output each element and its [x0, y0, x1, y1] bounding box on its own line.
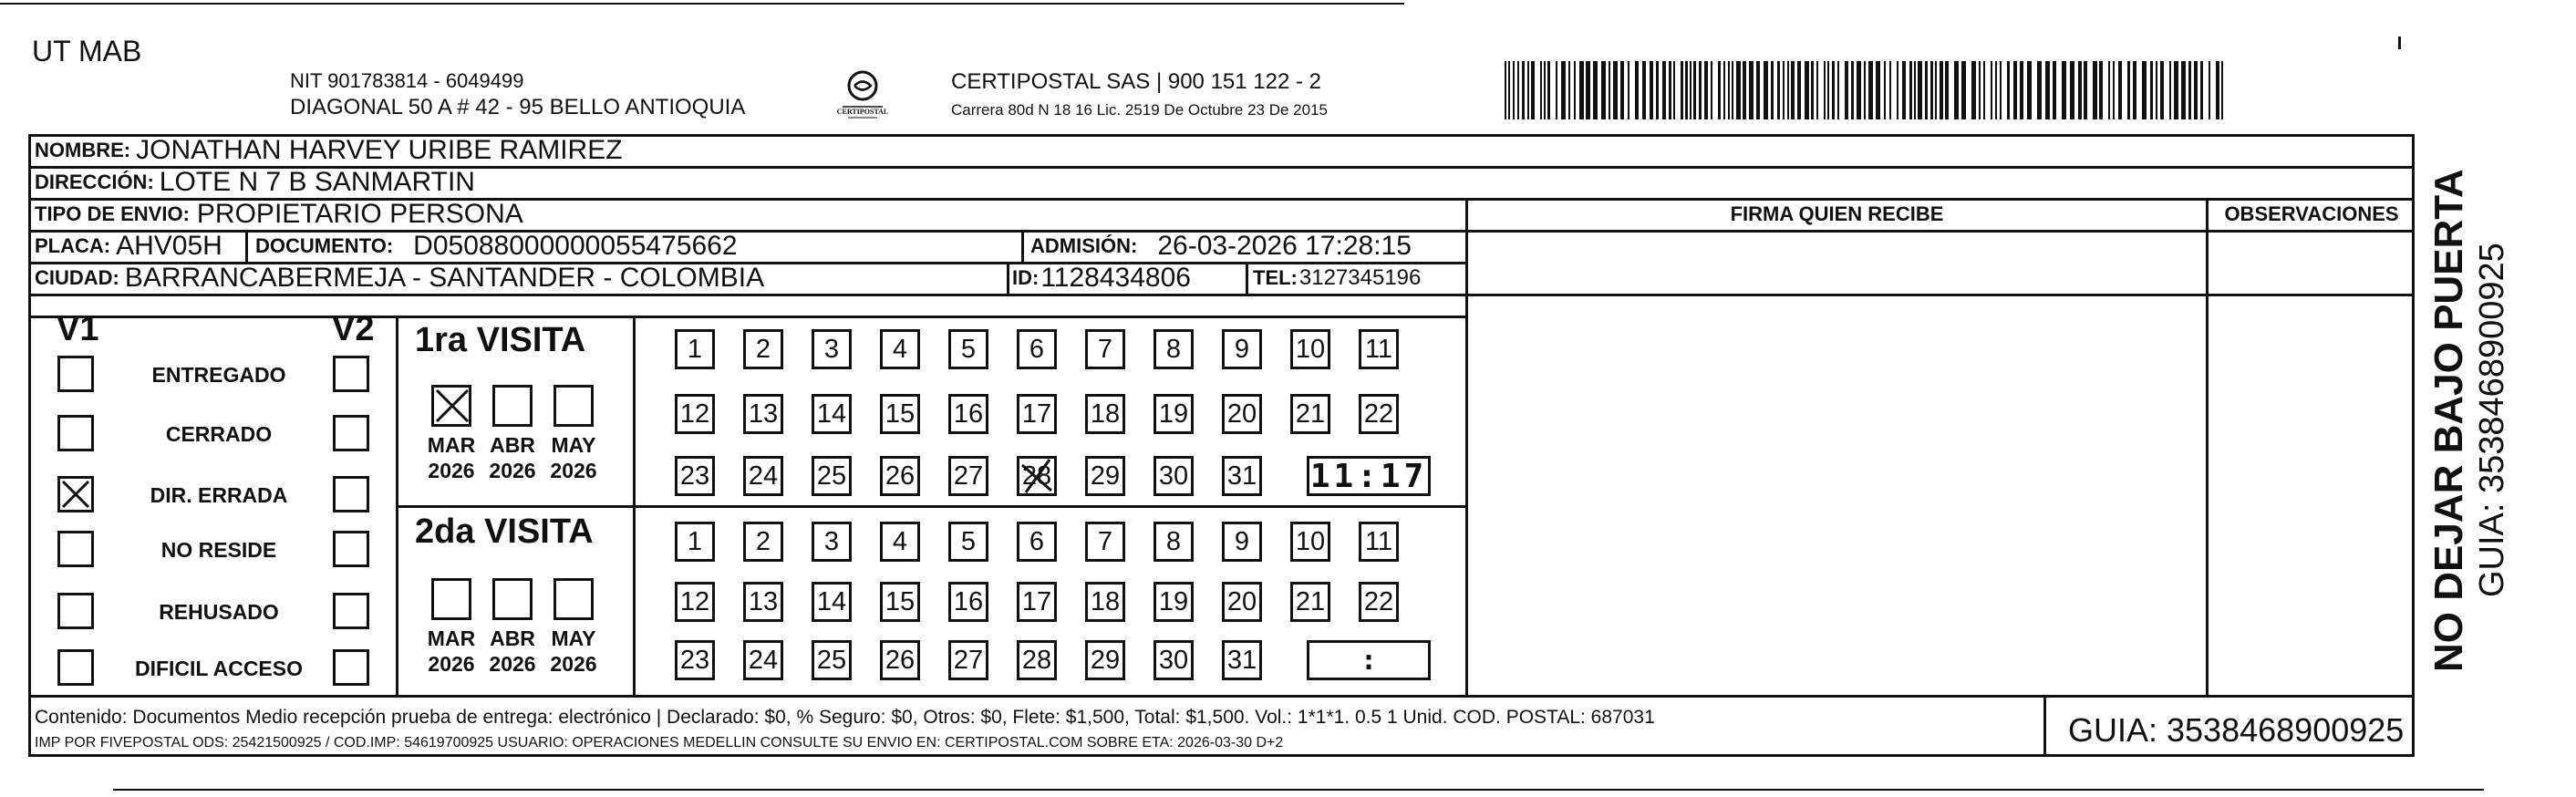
v2-checkbox[interactable] — [333, 531, 369, 567]
day-15-box[interactable] — [880, 582, 920, 622]
month-year: 2026 — [428, 459, 475, 482]
day-number: 12 — [679, 586, 710, 616]
recipient-address: LOTE N 7 B SANMARTIN — [159, 167, 475, 197]
day-number: 26 — [885, 645, 916, 675]
day-number: 18 — [1090, 398, 1121, 429]
document-label: DOCUMENTO: — [255, 234, 394, 257]
day-6-box[interactable] — [1017, 522, 1057, 562]
day-number: 11 — [1364, 526, 1393, 556]
document-number: D05088000000055475662 — [413, 231, 738, 261]
v2-label: V2 — [332, 310, 375, 348]
day-1-box[interactable] — [675, 522, 715, 562]
admission-cell — [1030, 231, 1412, 262]
recipient-name: JONATHAN HARVEY URIBE RAMIREZ — [136, 135, 623, 165]
month-name: MAY — [551, 433, 596, 457]
day-11-box[interactable] — [1359, 522, 1399, 562]
month-label — [542, 432, 605, 483]
day-14-box[interactable] — [812, 394, 852, 434]
day-number: 17 — [1021, 586, 1052, 616]
name-row — [35, 135, 623, 166]
day-number: 27 — [953, 645, 984, 675]
day-number: 24 — [748, 645, 779, 675]
v1-label: V1 — [57, 310, 99, 348]
month-label — [481, 626, 544, 677]
day-26-box[interactable] — [880, 640, 920, 680]
day-number: 27 — [953, 461, 984, 491]
day-3-box[interactable] — [812, 329, 852, 369]
day-15-box[interactable] — [880, 394, 920, 434]
day-number: 23 — [679, 461, 710, 491]
day-12-box[interactable] — [675, 582, 715, 622]
side-guia: GUIA: 3538468900925 — [2473, 243, 2511, 597]
v2-checkbox[interactable] — [333, 415, 369, 451]
day-number: 1 — [687, 334, 703, 364]
city-label: CIUDAD: — [35, 266, 119, 289]
shipping-type-label: TIPO DE ENVIO: — [35, 202, 190, 225]
day-23-box[interactable] — [675, 640, 715, 680]
day-25-box[interactable] — [812, 456, 852, 496]
day-number: 20 — [1226, 586, 1257, 616]
month-checkbox[interactable] — [553, 385, 594, 427]
day-4-box[interactable] — [880, 522, 920, 562]
day-number: 3 — [823, 526, 840, 556]
day-number: 13 — [748, 586, 779, 616]
day-5-box[interactable] — [948, 329, 988, 369]
visit-time: : — [1360, 644, 1378, 677]
day-number: 3 — [823, 334, 840, 364]
shipping-type: PROPIETARIO PERSONA — [196, 199, 523, 229]
day-number: 28 — [1021, 461, 1052, 491]
v1-checkbox[interactable] — [57, 531, 94, 567]
day-number: 21 — [1295, 586, 1326, 616]
day-number: 2 — [755, 334, 771, 364]
day-5-box[interactable] — [948, 522, 988, 562]
day-22-box[interactable] — [1359, 582, 1399, 622]
month-year: 2026 — [550, 652, 597, 676]
tel-label: TEL: — [1253, 266, 1298, 289]
day-number: 5 — [960, 526, 977, 556]
day-number: 23 — [679, 645, 710, 675]
v1-checkbox[interactable] — [57, 476, 94, 512]
day-30-box[interactable] — [1154, 456, 1194, 496]
day-28-box[interactable] — [1017, 640, 1057, 680]
day-number: 29 — [1090, 645, 1121, 675]
time-box[interactable] — [1307, 456, 1431, 496]
day-18-box[interactable] — [1085, 394, 1125, 434]
month-label — [419, 432, 483, 483]
admission-datetime: 26-03-2026 17:28:15 — [1157, 231, 1412, 261]
courier-name: CERTIPOSTAL SAS | 900 151 122 - 2 — [951, 69, 1321, 94]
day-1-box[interactable] — [675, 329, 715, 369]
status-label: CERRADO — [165, 422, 273, 446]
day-24-box[interactable] — [743, 640, 783, 680]
day-number: 8 — [1165, 526, 1182, 556]
day-13-box[interactable] — [743, 582, 783, 622]
day-9-box[interactable] — [1222, 329, 1262, 369]
day-number: 4 — [892, 526, 908, 556]
day-number: 30 — [1158, 645, 1189, 675]
day-12-box[interactable] — [675, 394, 715, 434]
day-29-box[interactable] — [1085, 456, 1125, 496]
day-23-box[interactable] — [675, 456, 715, 496]
bottom-rule — [113, 789, 2484, 791]
day-18-box[interactable] — [1085, 582, 1125, 622]
day-number: 25 — [816, 645, 847, 675]
day-22-box[interactable] — [1359, 394, 1399, 434]
visit-time: 11:17 — [1309, 457, 1428, 495]
day-number: 15 — [885, 586, 916, 616]
day-number: 1 — [687, 526, 703, 556]
city-cell — [35, 263, 764, 294]
day-number: 25 — [816, 461, 847, 491]
day-10-box[interactable] — [1290, 329, 1330, 369]
day-number: 20 — [1226, 398, 1257, 429]
city: BARRANCABERMEJA - SANTANDER - COLOMBIA — [124, 263, 765, 293]
day-9-box[interactable] — [1222, 522, 1262, 562]
plate-cell — [35, 231, 222, 262]
day-14-box[interactable] — [812, 582, 852, 622]
day-10-box[interactable] — [1290, 522, 1330, 562]
day-31-box[interactable] — [1222, 640, 1262, 680]
day-30-box[interactable] — [1154, 640, 1194, 680]
day-20-box[interactable] — [1222, 582, 1262, 622]
day-number: 31 — [1226, 645, 1257, 675]
day-2-box[interactable] — [743, 522, 783, 562]
day-7-box[interactable] — [1085, 522, 1125, 562]
day-26-box[interactable] — [880, 456, 920, 496]
visit1-title: 1ra VISITA — [415, 321, 586, 359]
month-year: 2026 — [550, 459, 597, 482]
x-mark-icon — [60, 479, 91, 510]
day-number: 19 — [1158, 398, 1189, 429]
logo-text: CERTIPOSTAL — [836, 108, 889, 116]
day-number: 29 — [1090, 461, 1121, 491]
day-number: 9 — [1234, 334, 1250, 364]
day-16-box[interactable] — [948, 582, 988, 622]
day-3-box[interactable] — [812, 522, 852, 562]
v2-checkbox[interactable] — [333, 476, 369, 512]
status-label: DIFICIL ACCESO — [134, 657, 303, 680]
day-number: 16 — [953, 586, 984, 616]
day-number: 13 — [748, 398, 779, 429]
day-8-box[interactable] — [1154, 522, 1194, 562]
day-29-box[interactable] — [1085, 640, 1125, 680]
day-number: 21 — [1295, 398, 1326, 429]
v1-checkbox[interactable] — [57, 356, 94, 392]
day-number: 11 — [1364, 334, 1393, 364]
status-label: ENTREGADO — [151, 363, 286, 387]
day-number: 9 — [1234, 526, 1250, 556]
day-number: 22 — [1363, 586, 1394, 616]
month-checkbox[interactable] — [492, 385, 533, 427]
month-label — [419, 626, 483, 677]
day-19-box[interactable] — [1154, 394, 1194, 434]
day-number: 18 — [1090, 586, 1121, 616]
id-label: ID: — [1012, 266, 1040, 289]
visit2-title: 2da VISITA — [415, 512, 594, 551]
v1-checkbox[interactable] — [57, 415, 94, 451]
document-cell — [255, 231, 738, 262]
month-year: 2026 — [428, 652, 475, 676]
month-name: ABR — [490, 433, 535, 457]
day-number: 6 — [1029, 334, 1045, 364]
day-6-box[interactable] — [1017, 329, 1057, 369]
day-number: 8 — [1165, 334, 1182, 364]
month-label — [481, 432, 544, 483]
day-2-box[interactable] — [743, 329, 783, 369]
day-21-box[interactable] — [1290, 582, 1330, 622]
status-label: REHUSADO — [159, 600, 279, 624]
no-dejar-warning: NO DEJAR BAJO PUERTA — [2426, 169, 2471, 672]
x-mark-icon — [434, 388, 471, 424]
day-number: 6 — [1029, 526, 1045, 556]
day-28-box[interactable] — [1017, 456, 1057, 496]
day-number: 7 — [1097, 526, 1113, 556]
address-row — [35, 167, 475, 198]
sender-address: DIAGONAL 50 A # 42 - 95 BELLO ANTIOQUIA — [290, 95, 746, 119]
day-27-box[interactable] — [948, 456, 988, 496]
day-number: 22 — [1363, 398, 1394, 429]
day-number: 16 — [953, 398, 984, 429]
day-number: 2 — [755, 526, 771, 556]
time-box[interactable] — [1307, 640, 1431, 680]
plate-label: PLACA: — [35, 234, 111, 257]
day-19-box[interactable] — [1154, 582, 1194, 622]
handwritten-x-mark-icon — [1017, 456, 1057, 496]
plate: AHV05H — [116, 231, 222, 261]
day-number: 26 — [885, 461, 916, 491]
day-number: 19 — [1158, 586, 1189, 616]
sender-name: UT MAB — [32, 35, 142, 67]
day-number: 15 — [885, 398, 916, 429]
day-number: 30 — [1158, 461, 1189, 491]
day-number: 7 — [1097, 334, 1113, 364]
footer-guia: GUIA: 3538468900925 — [2068, 711, 2405, 749]
day-8-box[interactable] — [1154, 329, 1194, 369]
day-number: 5 — [960, 334, 977, 364]
month-name: MAY — [551, 626, 596, 650]
corner-mark — [2398, 36, 2401, 49]
tel-cell — [1253, 263, 1421, 294]
courier-license: Carrera 80d N 18 16 Lic. 2519 De Octubre 23 De 2015 — [951, 101, 1328, 119]
v2-checkbox[interactable] — [333, 649, 369, 686]
day-number: 10 — [1295, 526, 1326, 556]
barcode — [1503, 61, 2232, 125]
tel-number: 3127345196 — [1298, 265, 1422, 290]
month-year: 2026 — [489, 459, 536, 482]
day-number: 14 — [816, 398, 847, 429]
status-label: NO RESIDE — [160, 538, 277, 562]
day-number: 17 — [1021, 398, 1052, 429]
day-31-box[interactable] — [1222, 456, 1262, 496]
month-checkbox[interactable] — [431, 578, 471, 620]
day-16-box[interactable] — [948, 394, 988, 434]
footer-contents: Contenido: Documentos Medio recepción prueba de entrega: electrónico | Declarado: $0, % Seguro: $0, Otros: $0, Flete: $1,500, Total: $1,500. Vol.: 1*1*1. 0.5 1 Unid. COD. POSTAL: 687031 — [35, 707, 1655, 728]
name-label: NOMBRE: — [35, 139, 131, 161]
day-17-box[interactable] — [1017, 582, 1057, 622]
observations-header: OBSERVACIONES — [2224, 202, 2399, 225]
month-year: 2026 — [489, 652, 536, 676]
month-checkbox[interactable] — [553, 578, 594, 620]
sender-nit: NIT 901783814 - 6049499 — [290, 69, 524, 92]
day-number: 31 — [1226, 461, 1257, 491]
month-checkbox[interactable] — [431, 385, 471, 427]
top-rule — [0, 3, 1404, 5]
month-name: MAR — [427, 626, 476, 650]
signature-header: FIRMA QUIEN RECIBE — [1730, 202, 1944, 225]
day-27-box[interactable] — [948, 640, 988, 680]
v1-checkbox[interactable] — [57, 649, 94, 686]
status-label: DIR. ERRADA — [150, 483, 288, 507]
day-24-box[interactable] — [743, 456, 783, 496]
footer-imp: IMP POR FIVEPOSTAL ODS: 25421500925 / COD.IMP: 54619700925 USUARIO: OPERACIONES MEDELLIN CONSULTE SU ENVIO EN: CERTIPOSTAL.COM SOBRE ETA: 2026-03-30 D+2 — [35, 735, 1284, 750]
month-checkbox[interactable] — [492, 578, 533, 620]
day-11-box[interactable] — [1359, 329, 1399, 369]
day-number: 12 — [679, 398, 710, 429]
shipping-type-row — [35, 199, 523, 230]
day-number: 4 — [892, 334, 908, 364]
day-number: 14 — [816, 586, 847, 616]
v1-checkbox[interactable] — [57, 593, 94, 629]
month-name: MAR — [427, 433, 476, 457]
id-number: 1128434806 — [1040, 263, 1191, 293]
day-number: 10 — [1295, 334, 1326, 364]
day-20-box[interactable] — [1222, 394, 1262, 434]
admission-label: ADMISIÓN: — [1030, 234, 1138, 257]
day-number: 24 — [748, 461, 779, 491]
id-cell — [1012, 263, 1191, 294]
address-label: DIRECCIÓN: — [35, 171, 154, 193]
v2-checkbox[interactable] — [333, 593, 369, 629]
day-13-box[interactable] — [743, 394, 783, 434]
month-name: ABR — [490, 626, 535, 650]
day-25-box[interactable] — [812, 640, 852, 680]
day-4-box[interactable] — [880, 329, 920, 369]
v2-checkbox[interactable] — [333, 356, 369, 392]
day-17-box[interactable] — [1017, 394, 1057, 434]
month-label — [542, 626, 605, 677]
day-number: 28 — [1021, 645, 1052, 675]
day-7-box[interactable] — [1085, 329, 1125, 369]
day-21-box[interactable] — [1290, 394, 1330, 434]
certipostal-logo — [830, 67, 895, 122]
